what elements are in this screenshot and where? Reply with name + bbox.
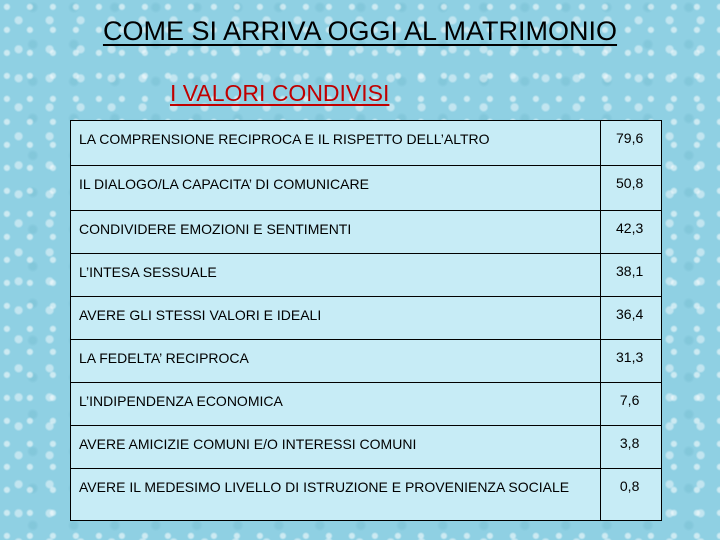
table-row xyxy=(71,469,662,521)
row-label: IL DIALOGO/LA CAPACITA’ DI COMUNICARE xyxy=(71,166,601,211)
table-row xyxy=(71,121,662,166)
table-row xyxy=(71,297,662,340)
values-table xyxy=(70,120,662,521)
table-row xyxy=(71,340,662,383)
slide-title: COME SI ARRIVA OGGI AL MATRIMONIO xyxy=(102,16,618,46)
row-value: 42,3 xyxy=(601,211,662,254)
row-label: L’INDIPENDENZA ECONOMICA xyxy=(71,383,601,426)
table-row xyxy=(71,211,662,254)
row-value: 79,6 xyxy=(601,121,662,166)
table-row xyxy=(71,254,662,297)
row-label: CONDIVIDERE EMOZIONI E SENTIMENTI xyxy=(71,211,601,254)
row-value: 38,1 xyxy=(601,254,662,297)
row-label: L’INTESA SESSUALE xyxy=(71,254,601,297)
row-value: 3,8 xyxy=(601,426,662,469)
slide-subtitle: I VALORI CONDIVISI xyxy=(170,80,390,106)
table-row xyxy=(71,166,662,211)
row-label: LA FEDELTA’ RECIPROCA xyxy=(71,340,601,383)
row-value: 31,3 xyxy=(601,340,662,383)
row-label: AVERE IL MEDESIMO LIVELLO DI ISTRUZIONE E PROVENIENZA SOCIALE xyxy=(71,469,601,521)
table-row xyxy=(71,426,662,469)
row-value: 50,8 xyxy=(601,166,662,211)
row-label: AVERE GLI STESSI VALORI E IDEALI xyxy=(71,297,601,340)
row-label: AVERE AMICIZIE COMUNI E/O INTERESSI COMUNI xyxy=(71,426,601,469)
row-value: 36,4 xyxy=(601,297,662,340)
table-row xyxy=(71,383,662,426)
row-value: 0,8 xyxy=(601,469,662,521)
row-label: LA COMPRENSIONE RECIPROCA E IL RISPETTO DELL’ALTRO xyxy=(71,121,601,166)
row-value: 7,6 xyxy=(601,383,662,426)
